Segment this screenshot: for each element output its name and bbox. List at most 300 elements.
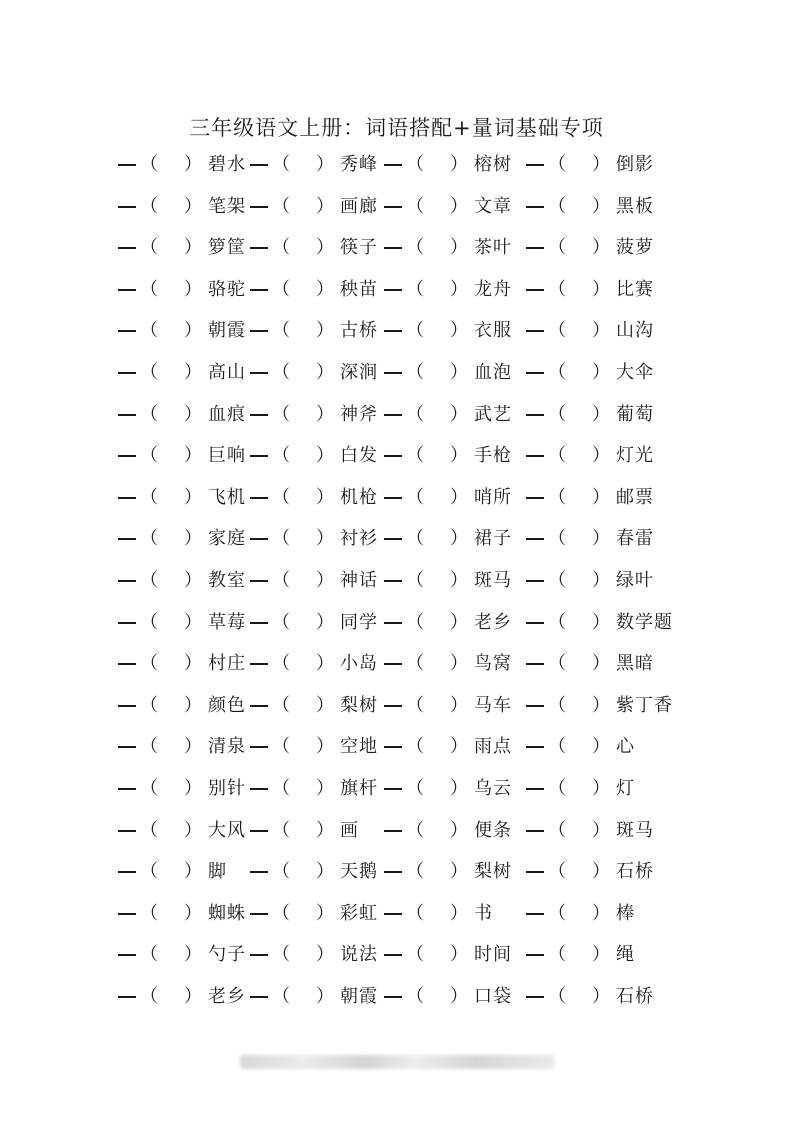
- paren-open: （: [272, 653, 290, 675]
- paren-close: ）: [592, 985, 610, 1007]
- blank-item: [526, 691, 673, 721]
- noun-word: 深涧: [340, 361, 378, 383]
- noun-word: 教室: [208, 569, 246, 591]
- blank-item: [526, 150, 654, 180]
- paren-open: （: [548, 611, 566, 633]
- noun-word: 榕树: [474, 154, 512, 175]
- dash-mark: [250, 455, 268, 457]
- paren-open: （: [272, 320, 290, 342]
- blank-item: [526, 566, 654, 596]
- dash-mark: [250, 705, 268, 707]
- blank-item: [118, 899, 246, 929]
- paren-close: ）: [592, 653, 610, 675]
- dash-mark: [118, 455, 136, 457]
- noun-word: 碧水: [208, 154, 246, 175]
- blank-item: [384, 774, 512, 804]
- exercise-row: [118, 233, 718, 275]
- paren-open: （: [548, 320, 566, 342]
- noun-word: 画廊: [340, 195, 378, 217]
- blank-item: [526, 524, 654, 554]
- paren-close: ）: [184, 237, 202, 259]
- noun-word: 脚: [208, 861, 227, 883]
- paren-open: （: [548, 694, 566, 716]
- paren-close: ）: [592, 445, 610, 467]
- paren-open: （: [406, 278, 424, 300]
- noun-word: 机枪: [340, 486, 378, 508]
- paren-open: （: [548, 902, 566, 924]
- noun-word: 葡萄: [616, 403, 654, 425]
- dash-mark: [384, 705, 402, 707]
- paren-open: （: [272, 611, 290, 633]
- paren-open: （: [548, 195, 566, 217]
- paren-close: ）: [184, 528, 202, 550]
- paren-close: ）: [184, 861, 202, 883]
- dash-mark: [384, 455, 402, 457]
- noun-word: 石桥: [616, 861, 654, 883]
- dash-mark: [384, 788, 402, 790]
- noun-word: 小岛: [340, 653, 378, 675]
- paren-close: ）: [184, 694, 202, 716]
- noun-word: 斑马: [616, 819, 654, 841]
- noun-word: 秀峰: [340, 154, 378, 175]
- dash-mark: [250, 788, 268, 790]
- noun-word: 衣服: [474, 320, 512, 342]
- paren-open: （: [272, 569, 290, 591]
- paren-close: ）: [316, 902, 334, 924]
- dash-mark: [118, 330, 136, 332]
- noun-word: 时间: [474, 944, 512, 966]
- dash-mark: [526, 913, 544, 915]
- blank-item: [384, 316, 512, 346]
- dash-mark: [384, 164, 402, 166]
- paren-open: （: [548, 944, 566, 966]
- paren-open: （: [272, 278, 290, 300]
- noun-word: 筷子: [340, 237, 378, 259]
- paren-open: （: [406, 320, 424, 342]
- noun-word: 口袋: [474, 985, 512, 1007]
- paren-open: （: [406, 195, 424, 217]
- dash-mark: [118, 164, 136, 166]
- paren-close: ）: [592, 486, 610, 508]
- paren-close: ）: [592, 361, 610, 383]
- paren-close: ）: [316, 985, 334, 1007]
- noun-word: 春雷: [616, 528, 654, 550]
- blank-item: [118, 732, 246, 762]
- paren-open: （: [548, 653, 566, 675]
- paren-open: （: [140, 653, 158, 675]
- paren-close: ）: [316, 944, 334, 966]
- paren-close: ）: [184, 611, 202, 633]
- noun-word: 大伞: [616, 361, 654, 383]
- paren-close: ）: [184, 278, 202, 300]
- paren-close: ）: [316, 320, 334, 342]
- dash-mark: [118, 622, 136, 624]
- noun-word: 血泡: [474, 361, 512, 383]
- blank-item: [118, 982, 246, 1012]
- noun-word: 比赛: [616, 278, 654, 300]
- noun-word: 梨树: [474, 861, 512, 883]
- paren-close: ）: [450, 445, 468, 467]
- blank-item: [526, 316, 654, 346]
- exercise-rows: [118, 150, 718, 1023]
- noun-word: 白发: [340, 445, 378, 467]
- paren-close: ）: [592, 237, 610, 259]
- paren-close: ）: [592, 777, 610, 799]
- paren-close: ）: [184, 985, 202, 1007]
- exercise-row: [118, 150, 718, 192]
- paren-open: （: [548, 819, 566, 841]
- paren-close: ）: [592, 154, 610, 175]
- blank-item: [384, 899, 493, 929]
- paren-close: ）: [592, 611, 610, 633]
- noun-word: 便条: [474, 819, 512, 841]
- dash-mark: [250, 954, 268, 956]
- paren-close: ）: [450, 819, 468, 841]
- noun-word: 飞机: [208, 486, 246, 508]
- paren-open: （: [548, 569, 566, 591]
- paren-close: ）: [316, 861, 334, 883]
- blank-item: [526, 192, 654, 222]
- paren-close: ）: [184, 819, 202, 841]
- paren-open: （: [272, 861, 290, 883]
- blank-item: [384, 608, 512, 638]
- blank-item: [250, 150, 378, 180]
- paren-open: （: [272, 528, 290, 550]
- paren-open: （: [406, 569, 424, 591]
- dash-mark: [250, 746, 268, 748]
- paren-open: （: [272, 694, 290, 716]
- blank-item: [118, 483, 246, 513]
- blank-item: [526, 940, 635, 970]
- paren-close: ）: [450, 278, 468, 300]
- blank-item: [250, 358, 378, 388]
- blank-item: [118, 192, 246, 222]
- dash-mark: [384, 913, 402, 915]
- paren-close: ）: [184, 361, 202, 383]
- paren-close: ）: [592, 528, 610, 550]
- dash-mark: [118, 580, 136, 582]
- blank-item: [384, 649, 512, 679]
- paren-open: （: [140, 736, 158, 758]
- paren-open: （: [548, 777, 566, 799]
- noun-word: 马车: [474, 694, 512, 716]
- dash-mark: [250, 497, 268, 499]
- noun-word: 梨树: [340, 694, 378, 716]
- blank-item: [526, 400, 654, 430]
- noun-word: 绳: [616, 944, 635, 966]
- blank-item: [250, 732, 378, 762]
- noun-word: 龙舟: [474, 278, 512, 300]
- exercise-row: [118, 899, 718, 941]
- noun-word: 茶叶: [474, 237, 512, 259]
- blank-item: [384, 233, 512, 263]
- paren-open: （: [272, 902, 290, 924]
- paren-open: （: [406, 861, 424, 883]
- blank-item: [250, 400, 378, 430]
- paren-close: ）: [316, 154, 334, 175]
- paren-close: ）: [450, 237, 468, 259]
- noun-word: 老乡: [208, 985, 246, 1007]
- paren-open: （: [272, 403, 290, 425]
- paren-close: ）: [450, 861, 468, 883]
- blank-item: [384, 441, 512, 471]
- exercise-row: [118, 691, 718, 733]
- dash-mark: [384, 372, 402, 374]
- blank-item: [250, 524, 378, 554]
- paren-open: （: [406, 985, 424, 1007]
- dash-mark: [118, 663, 136, 665]
- paren-open: （: [406, 902, 424, 924]
- blank-item: [526, 358, 654, 388]
- dash-mark: [384, 289, 402, 291]
- paren-open: （: [548, 486, 566, 508]
- blank-item: [118, 857, 227, 887]
- noun-word: 黑板: [616, 195, 654, 217]
- blank-item: [118, 566, 246, 596]
- noun-word: 巨响: [208, 445, 246, 467]
- blank-item: [384, 192, 512, 222]
- dash-mark: [118, 996, 136, 998]
- exercise-row: [118, 441, 718, 483]
- noun-word: 村庄: [208, 653, 246, 675]
- paren-close: ）: [316, 237, 334, 259]
- dash-mark: [384, 497, 402, 499]
- paren-open: （: [272, 944, 290, 966]
- dash-mark: [526, 580, 544, 582]
- exercise-row: [118, 316, 718, 358]
- blank-item: [250, 649, 378, 679]
- blank-item: [384, 940, 512, 970]
- dash-mark: [384, 538, 402, 540]
- paren-open: （: [140, 861, 158, 883]
- paren-close: ）: [316, 528, 334, 550]
- exercise-row: [118, 732, 718, 774]
- blank-item: [250, 816, 359, 846]
- dash-mark: [250, 622, 268, 624]
- blank-item: [118, 316, 246, 346]
- exercise-row: [118, 524, 718, 566]
- paren-open: （: [272, 736, 290, 758]
- dash-mark: [118, 206, 136, 208]
- blank-item: [118, 524, 246, 554]
- noun-word: 颜色: [208, 694, 246, 716]
- paren-close: ）: [592, 861, 610, 883]
- blank-item: [384, 150, 512, 180]
- paren-open: （: [140, 902, 158, 924]
- dash-mark: [526, 497, 544, 499]
- noun-word: 棒: [616, 902, 635, 924]
- paren-open: （: [140, 403, 158, 425]
- noun-word: 数学题: [616, 611, 673, 633]
- noun-word: 邮票: [616, 486, 654, 508]
- dash-mark: [384, 206, 402, 208]
- blank-item: [250, 275, 378, 305]
- noun-word: 灯: [616, 777, 635, 799]
- paren-open: （: [548, 985, 566, 1007]
- noun-word: 蜘蛛: [208, 902, 246, 924]
- dash-mark: [384, 830, 402, 832]
- noun-word: 高山: [208, 361, 246, 383]
- noun-word: 笔架: [208, 195, 246, 217]
- dash-mark: [384, 414, 402, 416]
- exercise-row: [118, 192, 718, 234]
- noun-word: 书: [474, 902, 493, 924]
- blank-item: [250, 233, 378, 263]
- paren-open: （: [140, 154, 158, 175]
- noun-word: 勺子: [208, 944, 246, 966]
- dash-mark: [118, 954, 136, 956]
- blank-item: [526, 816, 654, 846]
- dash-mark: [384, 330, 402, 332]
- paren-open: （: [140, 278, 158, 300]
- paren-open: （: [406, 944, 424, 966]
- paren-open: （: [406, 445, 424, 467]
- noun-word: 山沟: [616, 320, 654, 342]
- blank-item: [526, 899, 635, 929]
- dash-mark: [526, 663, 544, 665]
- paren-open: （: [548, 528, 566, 550]
- noun-word: 画: [340, 819, 359, 841]
- noun-word: 清泉: [208, 736, 246, 758]
- paren-open: （: [140, 694, 158, 716]
- blank-item: [118, 150, 246, 180]
- dash-mark: [384, 871, 402, 873]
- paren-close: ）: [450, 403, 468, 425]
- blank-item: [384, 400, 512, 430]
- blank-item: [250, 982, 378, 1012]
- noun-word: 秧苗: [340, 278, 378, 300]
- dash-mark: [250, 538, 268, 540]
- blank-item: [250, 483, 378, 513]
- paren-open: （: [272, 486, 290, 508]
- exercise-row: [118, 774, 718, 816]
- paren-open: （: [548, 361, 566, 383]
- paren-open: （: [406, 361, 424, 383]
- paren-close: ）: [592, 694, 610, 716]
- paren-close: ）: [184, 445, 202, 467]
- paren-close: ）: [450, 777, 468, 799]
- dash-mark: [118, 247, 136, 249]
- paren-close: ）: [316, 777, 334, 799]
- paren-open: （: [140, 777, 158, 799]
- page-title: 三年级语文上册：词语搭配+量词基础专项: [189, 116, 604, 140]
- exercise-row: [118, 982, 718, 1024]
- noun-word: 心: [616, 736, 635, 758]
- paren-close: ）: [450, 154, 468, 175]
- dash-mark: [118, 746, 136, 748]
- blank-item: [384, 358, 512, 388]
- paren-close: ）: [450, 944, 468, 966]
- paren-open: （: [140, 569, 158, 591]
- dash-mark: [526, 746, 544, 748]
- paren-close: ）: [184, 777, 202, 799]
- blank-item: [384, 524, 512, 554]
- paren-close: ）: [184, 736, 202, 758]
- paren-open: （: [140, 361, 158, 383]
- paren-close: ）: [592, 902, 610, 924]
- paren-close: ）: [316, 653, 334, 675]
- dash-mark: [384, 996, 402, 998]
- blank-item: [118, 940, 246, 970]
- blank-item: [250, 691, 378, 721]
- blank-item: [118, 691, 246, 721]
- paren-open: （: [548, 278, 566, 300]
- noun-word: 草莓: [208, 611, 246, 633]
- dash-mark: [118, 289, 136, 291]
- blank-item: [118, 233, 246, 263]
- noun-word: 彩虹: [340, 902, 378, 924]
- dash-mark: [384, 746, 402, 748]
- paren-close: ）: [450, 902, 468, 924]
- blank-item: [118, 358, 246, 388]
- paren-open: （: [548, 237, 566, 259]
- noun-word: 手枪: [474, 445, 512, 467]
- paren-close: ）: [450, 653, 468, 675]
- blank-item: [526, 608, 673, 638]
- blank-item: [384, 275, 512, 305]
- blank-item: [250, 608, 378, 638]
- paren-close: ）: [450, 694, 468, 716]
- blank-item: [526, 982, 654, 1012]
- blank-item: [250, 857, 378, 887]
- paren-close: ）: [184, 403, 202, 425]
- blank-item: [118, 816, 246, 846]
- paren-open: （: [406, 154, 424, 175]
- paren-open: （: [406, 736, 424, 758]
- paren-close: ）: [184, 320, 202, 342]
- blank-item: [384, 732, 512, 762]
- paren-close: ）: [450, 195, 468, 217]
- noun-word: 灯光: [616, 445, 654, 467]
- dash-mark: [526, 164, 544, 166]
- noun-word: 朝霞: [208, 320, 246, 342]
- dash-mark: [250, 913, 268, 915]
- blank-item: [118, 774, 246, 804]
- dash-mark: [526, 289, 544, 291]
- dash-mark: [118, 788, 136, 790]
- blank-item: [118, 441, 246, 471]
- exercise-row: [118, 275, 718, 317]
- dash-mark: [250, 663, 268, 665]
- blank-item: [384, 566, 512, 596]
- blank-item: [250, 192, 378, 222]
- paren-open: （: [548, 445, 566, 467]
- paren-close: ）: [316, 819, 334, 841]
- dash-mark: [526, 705, 544, 707]
- paren-open: （: [140, 195, 158, 217]
- blank-item: [250, 441, 378, 471]
- paren-close: ）: [592, 278, 610, 300]
- dash-mark: [118, 871, 136, 873]
- noun-word: 文章: [474, 195, 512, 217]
- paren-open: （: [140, 819, 158, 841]
- paren-open: （: [140, 486, 158, 508]
- dash-mark: [526, 622, 544, 624]
- blank-item: [526, 857, 654, 887]
- paren-open: （: [406, 528, 424, 550]
- paren-close: ）: [184, 902, 202, 924]
- paren-open: （: [140, 445, 158, 467]
- blurred-watermark: [240, 1055, 555, 1069]
- paren-close: ）: [592, 569, 610, 591]
- dash-mark: [250, 871, 268, 873]
- paren-open: （: [140, 985, 158, 1007]
- noun-word: 雨点: [474, 736, 512, 758]
- dash-mark: [526, 996, 544, 998]
- exercise-row: [118, 649, 718, 691]
- paren-close: ）: [316, 195, 334, 217]
- dash-mark: [526, 414, 544, 416]
